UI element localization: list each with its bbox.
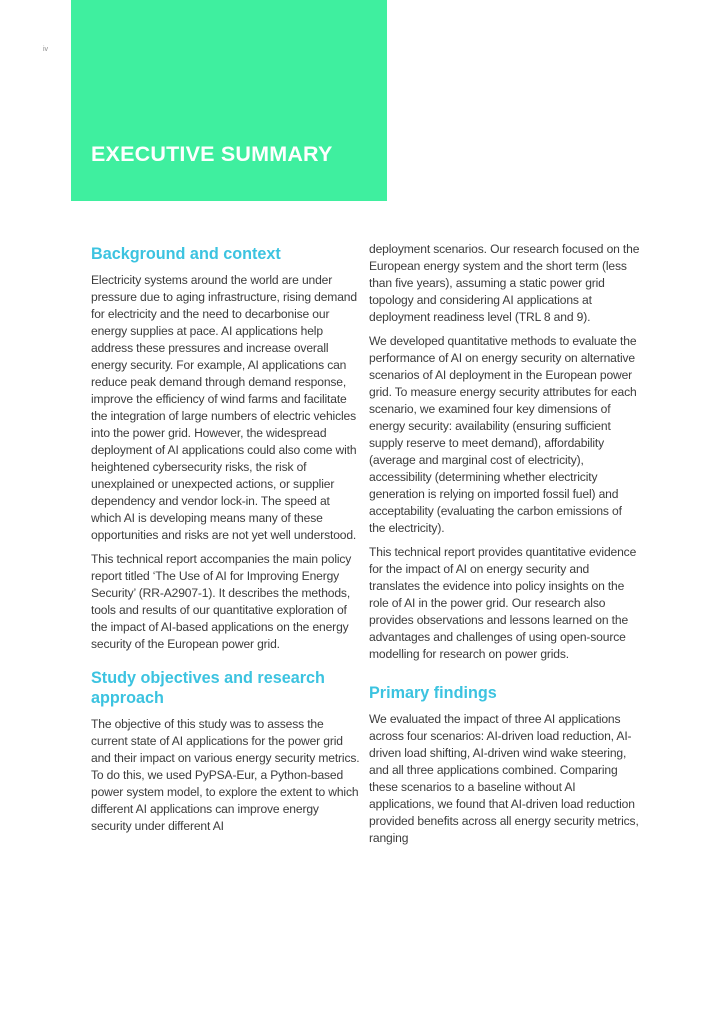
paragraph: We developed quantitative methods to evaluate the performance of AI on energy security on alternative scenarios of AI deployment in the European power grid. To measure energy security attributes for each scenario, we examined four key dimensions of energy security: availability (ensuring sufficient supply reserve to meet demand), affordability (average and marginal cost of electricity), accessibility (determining whether electricity generation is relying on imported fossil fuel) and acceptability (evaluating the carbon emissions of the electricity). — [369, 334, 637, 535]
left-column — [91, 241, 361, 842]
section-heading-background: Background and context — [91, 245, 281, 263]
page-number: iv — [43, 46, 49, 53]
title-banner — [71, 0, 387, 201]
right-column — [369, 241, 641, 854]
paragraph: This technical report provides quantitative evidence for the impact of AI on energy security and translates the evidence into policy insights on the role of AI in the power grid. Our research also provides observations and lessons learned on the advantages and challenges of using open-source modelling for research on power grids. — [369, 545, 637, 661]
paragraph: We evaluated the impact of three AI applications across four scenarios: AI-driven load reduction, AI-driven load shifting, AI-driven wind wake steering, and all three applications combined. Comparing these scenarios to a baseline without AI applications, we found that AI-driven load reduction provided benefits across all energy security metrics, ranging — [369, 712, 639, 845]
paragraph: deployment scenarios. Our research focused on the European energy system and the short term (less than five years), assuming a static power grid topology and considering AI applications at deployment readiness level (TRL 8 and 9). — [369, 242, 640, 324]
paragraph: The objective of this study was to assess the current state of AI applications for the power grid and their impact on various energy security metrics. To do this, we used PyPSA-Eur, a Python-based power system model, to explore the extent to which different AI applications can improve energy security under different AI — [91, 717, 360, 833]
page-title: EXECUTIVE SUMMARY — [91, 142, 333, 166]
paragraph: Electricity systems around the world are under pressure due to aging infrastructure, rising demand for electricity and the need to decarbonise our energy supplies at pace. AI applications help address these pressures and increase overall energy security. For example, AI applications can reduce peak demand through demand response, improve the efficiency of wind farms and facilitate the integration of large numbers of electric vehicles into the power grid. However, the widespread deployment of AI applications could also come with heightened cybersecurity risks, the risk of unexplained or unexpected actions, or supplier dependency and vendor lock-in. The speed at which AI is developing means many of these opportunities and risks are not yet well understood. — [91, 273, 357, 542]
paragraph: This technical report accompanies the main policy report titled ‘The Use of AI for Improving Energy Security’ (RR-A2907-1). It describes the methods, tools and results of our quantitative exploration of the impact of AI-based applications on the energy security of the European power grid. — [91, 552, 352, 651]
section-heading-study-objectives: Study objectives and research approach — [91, 669, 325, 707]
section-heading-primary-findings: Primary findings — [369, 684, 497, 702]
